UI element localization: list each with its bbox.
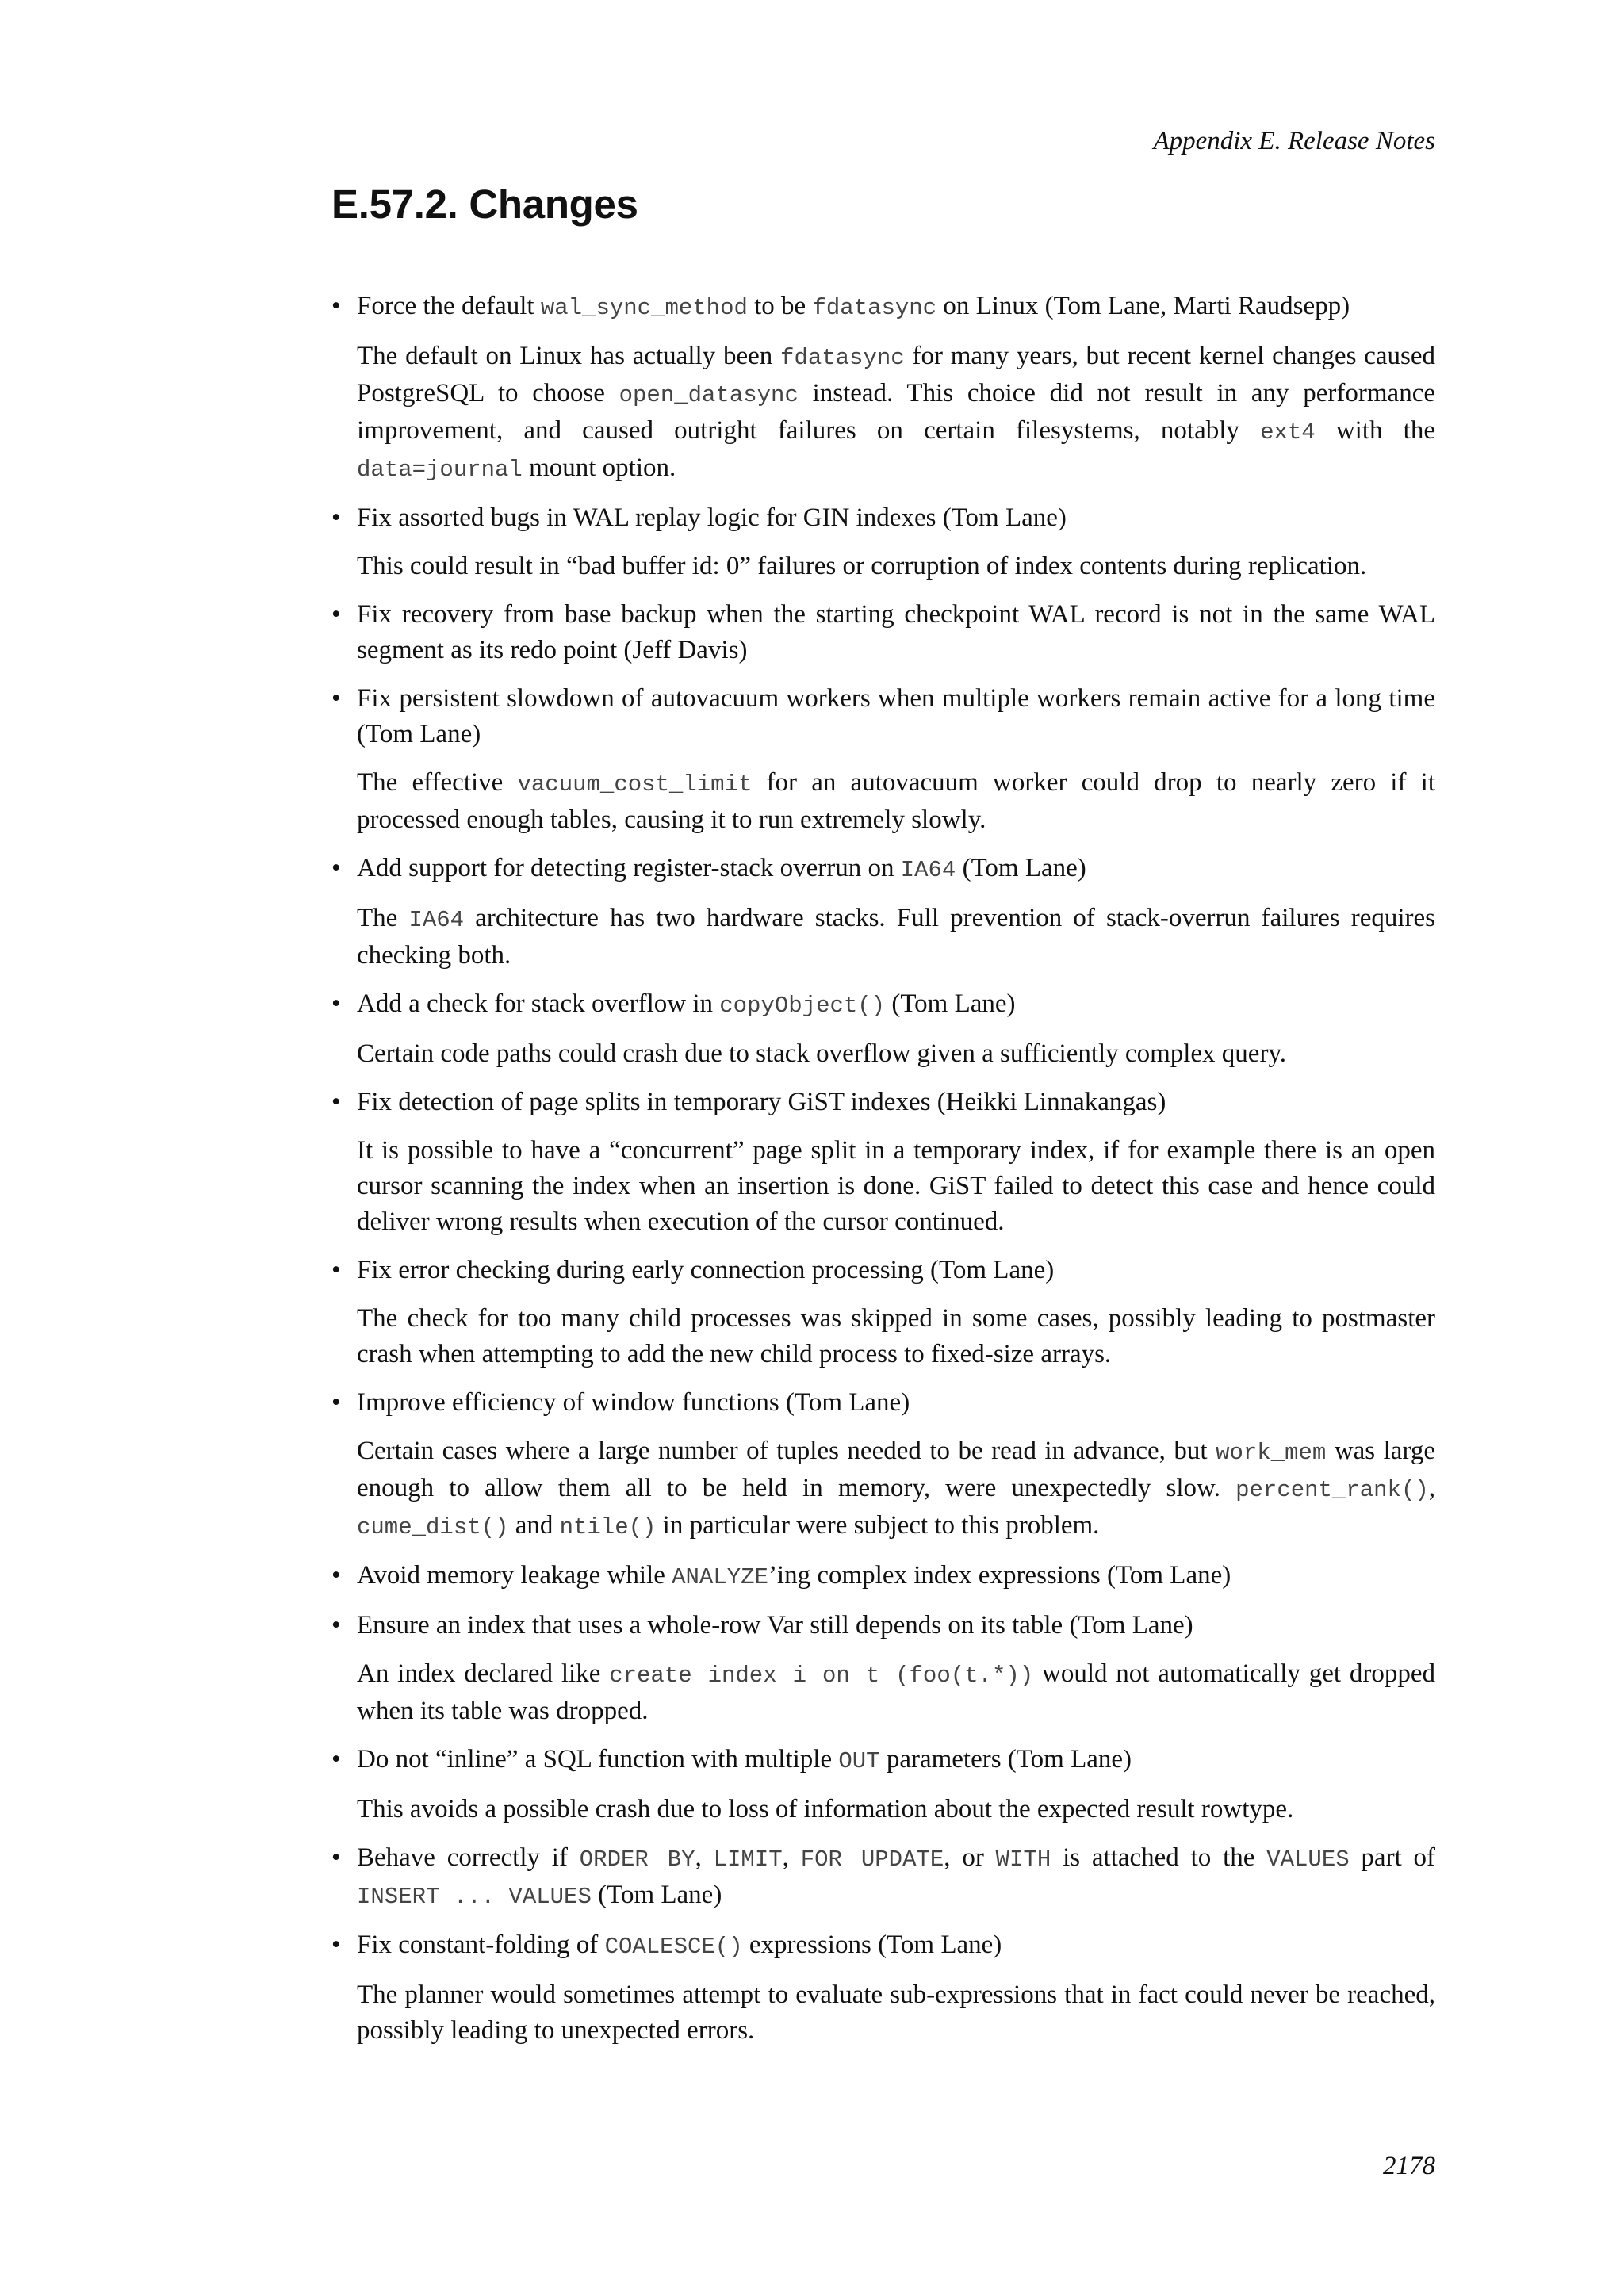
- text-run: for an autovacuum worker could drop to nearly zero if it processed enough tables, causing it to run extremely slowly.: [357, 768, 1435, 834]
- running-header: Appendix E. Release Notes: [1153, 127, 1435, 155]
- change-summary: [357, 1927, 1435, 1965]
- change-detail: [357, 1036, 1435, 1072]
- change-summary: [357, 1608, 1435, 1644]
- text-run: The effective: [357, 768, 518, 797]
- text-run: Fix error checking during early connection processing (Tom Lane): [357, 1256, 1055, 1284]
- change-summary: [357, 1385, 1435, 1421]
- text-run: Behave correctly if: [357, 1843, 580, 1872]
- bullet-icon: •: [331, 1931, 341, 1959]
- text-run: Fix constant-folding of: [357, 1931, 605, 1959]
- text-run: Avoid memory leakage while: [357, 1561, 672, 1590]
- change-detail: [357, 1301, 1435, 1372]
- change-item: [331, 500, 1435, 584]
- change-item: [331, 986, 1435, 1072]
- text-run: (Tom Lane): [885, 989, 1016, 1018]
- text-run: The check for too many child processes was skipped in some cases, possibly leading to postmaster crash when attempting to add the new child process to fixed-size arrays.: [357, 1304, 1435, 1368]
- change-summary: [357, 597, 1435, 668]
- code-literal: cume_dist(): [357, 1514, 509, 1540]
- text-run: to be: [747, 292, 813, 320]
- code-literal: INSERT ... VALUES: [357, 1884, 592, 1910]
- text-run: ’ing complex index expressions (Tom Lane): [768, 1561, 1231, 1590]
- text-run: Fix persistent slowdown of autovacuum workers when multiple workers remain active for a long time (Tom Lane): [357, 684, 1435, 748]
- bullet-icon: •: [331, 1745, 341, 1774]
- code-literal: OUT: [838, 1748, 880, 1774]
- text-run: The: [357, 904, 409, 932]
- change-item: [331, 1085, 1435, 1240]
- change-detail: [357, 1656, 1435, 1729]
- text-run: with the: [1315, 416, 1436, 445]
- text-run: , or: [944, 1843, 996, 1872]
- text-run: for many years, but recent kernel changes caused PostgreSQL to choose: [357, 342, 1435, 408]
- bullet-icon: •: [331, 292, 341, 320]
- text-run: instead. This choice did not result in any performance improvement, and caused outright failures on certain filesystems, notably: [357, 379, 1435, 445]
- change-detail: [357, 1133, 1435, 1240]
- bullet-icon: •: [331, 1843, 341, 1872]
- text-run: on Linux (Tom Lane, Marti Raudsepp): [936, 292, 1350, 320]
- code-literal: IA64: [408, 907, 465, 933]
- text-run: This could result in “bad buffer id: 0” failures or corruption of index contents during replication.: [357, 552, 1367, 580]
- text-run: Fix detection of page splits in temporary GiST indexes (Heikki Linnakangas): [357, 1088, 1166, 1116]
- text-run: is attached to the: [1051, 1843, 1267, 1872]
- bullet-icon: •: [331, 503, 341, 532]
- text-run: ,: [782, 1843, 801, 1872]
- text-run: Fix assorted bugs in WAL replay logic for GIN indexes (Tom Lane): [357, 503, 1067, 532]
- text-run: Improve efficiency of window functions (Tom Lane): [357, 1388, 910, 1417]
- change-item: [331, 1840, 1435, 1915]
- text-run: Ensure an index that uses a whole-row Var still depends on its table (Tom Lane): [357, 1611, 1193, 1640]
- change-summary: [357, 681, 1435, 752]
- code-literal: open_datasync: [619, 382, 799, 408]
- change-item: [331, 1253, 1435, 1372]
- change-summary: [357, 986, 1435, 1024]
- bullet-icon: •: [331, 989, 341, 1018]
- bullet-icon: •: [331, 684, 341, 713]
- code-literal: VALUES: [1266, 1846, 1350, 1873]
- text-run: ,: [1428, 1474, 1435, 1502]
- change-summary: [357, 1253, 1435, 1288]
- bullet-icon: •: [331, 1256, 341, 1284]
- text-run: Add a check for stack overflow in: [357, 989, 720, 1018]
- bullet-icon: •: [331, 854, 341, 882]
- change-item: [331, 681, 1435, 838]
- code-literal: create index i on t (foo(t.*)): [609, 1663, 1034, 1689]
- change-detail: [357, 549, 1435, 584]
- code-literal: WITH: [995, 1846, 1051, 1873]
- code-literal: percent_rank(): [1235, 1477, 1429, 1503]
- bullet-icon: •: [331, 1611, 341, 1640]
- change-item: [331, 1608, 1435, 1729]
- text-run: architecture has two hardware stacks. Full prevention of stack-overrun failures requires checking both.: [357, 904, 1435, 970]
- bullet-icon: •: [331, 1561, 341, 1590]
- change-summary: [357, 1742, 1435, 1779]
- text-run: The default on Linux has actually been: [357, 342, 781, 370]
- text-run: Add support for detecting register-stack overrun on: [357, 854, 901, 882]
- code-literal: ext4: [1260, 419, 1316, 446]
- change-detail: [357, 1792, 1435, 1827]
- code-literal: IA64: [900, 857, 956, 883]
- text-run: Do not “inline” a SQL function with multiple: [357, 1745, 839, 1774]
- text-run: Fix recovery from base backup when the starting checkpoint WAL record is not in the same WAL segment as its redo point (Jeff Davis): [357, 600, 1435, 664]
- code-literal: FOR UPDATE: [800, 1846, 944, 1873]
- code-literal: fdatasync: [812, 295, 937, 321]
- changes-list: [331, 289, 1435, 2061]
- code-literal: wal_sync_method: [540, 295, 748, 321]
- bullet-icon: •: [331, 1388, 341, 1417]
- change-item: [331, 851, 1435, 974]
- change-summary: [357, 1558, 1435, 1595]
- text-run: It is possible to have a “concurrent” page split in a temporary index, if for example there is an open cursor scanning the index when an insertion is done. GiST failed to detect this case and hence could deliver wrong results when execution of the cursor continued.: [357, 1136, 1435, 1236]
- code-literal: data=journal: [357, 457, 523, 483]
- change-detail: [357, 1977, 1435, 2049]
- code-literal: ntile(): [559, 1514, 657, 1540]
- text-run: mount option.: [522, 453, 676, 482]
- change-summary: [357, 1085, 1435, 1120]
- text-run: in particular were subject to this problem.: [656, 1511, 1100, 1540]
- change-summary: [357, 500, 1435, 536]
- text-run: and: [508, 1511, 560, 1540]
- text-run: Certain cases where a large number of tuples needed to be read in advance, but: [357, 1437, 1216, 1465]
- code-literal: fdatasync: [780, 345, 905, 371]
- text-run: (Tom Lane): [956, 854, 1086, 882]
- change-detail: [357, 339, 1435, 488]
- change-item: [331, 1742, 1435, 1827]
- text-run: This avoids a possible crash due to loss of information about the expected result rowtype.: [357, 1795, 1294, 1823]
- code-literal: vacuum_cost_limit: [517, 771, 753, 798]
- code-literal: ORDER BY: [579, 1846, 695, 1873]
- code-literal: COALESCE(): [604, 1934, 743, 1960]
- text-run: An index declared like: [357, 1659, 610, 1688]
- change-summary: [357, 289, 1435, 326]
- code-literal: work_mem: [1216, 1440, 1327, 1466]
- code-literal: copyObject(): [719, 993, 886, 1019]
- change-detail: [357, 901, 1435, 974]
- text-run: was large enough to allow them all to be held in memory, were unexpectedly slow.: [357, 1437, 1435, 1502]
- text-run: Force the default: [357, 292, 541, 320]
- change-detail: [357, 1433, 1435, 1545]
- text-run: Certain code paths could crash due to stack overflow given a sufficiently complex query.: [357, 1039, 1287, 1068]
- text-run: would not automatically get dropped when its table was dropped.: [357, 1659, 1435, 1725]
- code-literal: ANALYZE: [672, 1564, 768, 1590]
- change-item: [331, 1927, 1435, 2049]
- change-detail: [357, 765, 1435, 838]
- change-item: [331, 1385, 1435, 1545]
- change-item: [331, 1558, 1435, 1595]
- text-run: (Tom Lane): [591, 1881, 722, 1909]
- page-number: 2178: [1383, 2152, 1435, 2180]
- change-item: [331, 597, 1435, 668]
- text-run: parameters (Tom Lane): [879, 1745, 1132, 1774]
- text-run: ,: [695, 1843, 714, 1872]
- code-literal: LIMIT: [713, 1846, 783, 1873]
- text-run: expressions (Tom Lane): [742, 1931, 1002, 1959]
- section-title: E.57.2. Changes: [331, 182, 638, 227]
- change-summary: [357, 1840, 1435, 1915]
- text-run: part of: [1349, 1843, 1436, 1872]
- bullet-icon: •: [331, 600, 341, 629]
- text-run: The planner would sometimes attempt to evaluate sub-expressions that in fact could never be reached, possibly leading to unexpected errors.: [357, 1980, 1435, 2045]
- change-item: [331, 289, 1435, 488]
- bullet-icon: •: [331, 1088, 341, 1116]
- change-summary: [357, 851, 1435, 888]
